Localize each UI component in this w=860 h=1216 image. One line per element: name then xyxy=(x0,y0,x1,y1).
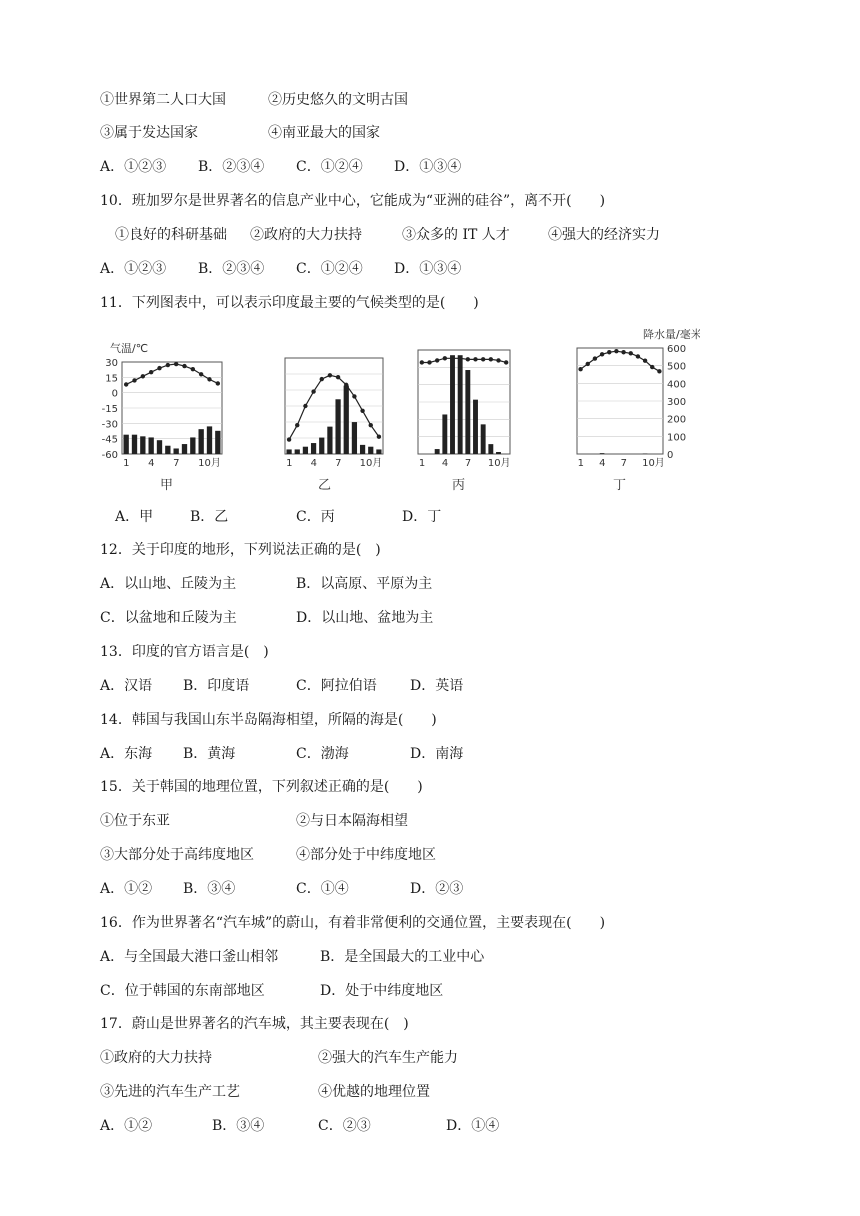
q17-choice-c: C．②③ xyxy=(318,1118,371,1134)
temp-point-bing xyxy=(443,356,447,360)
temp-point-jia xyxy=(166,363,170,367)
x-tick-jia: 4 xyxy=(148,458,155,469)
q15-choice-a: A．①② xyxy=(100,881,153,897)
precip-bar-jia xyxy=(207,426,212,454)
q9-opt2: ②历史悠久的文明古国 xyxy=(268,92,408,108)
y-tick-jia: -60 xyxy=(101,450,118,461)
temp-point-yi xyxy=(320,377,324,381)
precip-bar-jia xyxy=(149,437,154,454)
q16-stem: 16．作为世界著名“汽车城”的蔚山，有着非常便利的交通位置，主要表现在( ) xyxy=(100,915,606,931)
q9-opt3: ③属于发达国家 xyxy=(100,125,198,141)
precip-bar-yi xyxy=(319,438,324,454)
temp-point-bing xyxy=(504,360,508,364)
q10-opt4: ④强大的经济实力 xyxy=(548,227,660,243)
x-tick-bing: 4 xyxy=(441,458,449,469)
q10-choice-a: A．①②③ xyxy=(100,261,167,277)
q17-opt1: ①政府的大力扶持 xyxy=(100,1050,212,1066)
y2-tick-ding: 500 xyxy=(667,361,687,373)
q15-choice-d: D．②③ xyxy=(410,881,464,897)
y2-tick-ding: 300 xyxy=(667,397,687,408)
q16-choice-c: C．位于韩国的东南部地区 xyxy=(100,983,265,999)
chart-label-bing: 丙 xyxy=(452,478,466,493)
temp-point-ding xyxy=(650,365,654,369)
temp-point-ding xyxy=(629,351,633,355)
temp-point-bing xyxy=(496,358,500,362)
y2-tick-ding: 0 xyxy=(667,450,674,461)
temp-point-bing xyxy=(427,360,431,364)
temp-line-bing xyxy=(422,358,506,362)
temp-point-bing xyxy=(450,356,454,360)
precip-bar-yi xyxy=(344,386,349,454)
precip-bar-bing xyxy=(496,452,501,454)
q14-choice-c: C．渤海 xyxy=(296,746,349,762)
precip-bar-jia xyxy=(215,431,220,454)
temp-point-jia xyxy=(141,374,145,378)
temp-point-jia xyxy=(182,364,186,368)
y2-tick-ding: 600 xyxy=(667,344,687,355)
q10-opt1: ①良好的科研基础 xyxy=(115,227,227,243)
y-label-jia: 气温/℃ xyxy=(110,342,149,355)
temp-point-jia xyxy=(124,382,128,386)
q13-choice-b: B．印度语 xyxy=(183,678,250,694)
y-tick-jia: -30 xyxy=(101,419,118,431)
x-tick-yi: 1 xyxy=(286,458,293,469)
q17-choice-b: B．③④ xyxy=(212,1118,265,1134)
temp-line-ding xyxy=(581,351,660,371)
precip-bar-yi xyxy=(360,445,365,454)
q17-opt2: ②强大的汽车生产能力 xyxy=(318,1050,458,1066)
temp-point-bing xyxy=(420,360,424,364)
temp-point-yi xyxy=(303,404,307,408)
climate-charts xyxy=(100,326,700,496)
q15-opt2: ②与日本隔海相望 xyxy=(296,813,408,829)
x-tick-yi: 4 xyxy=(310,458,317,469)
q14-stem: 14．韩国与我国山东半岛隔海相望，所隔的海是( ) xyxy=(100,712,437,728)
q9-choice-d: D．①③④ xyxy=(394,159,462,175)
precip-bar-bing xyxy=(435,449,440,454)
x-tick-ding: 4 xyxy=(599,458,606,469)
precip-bar-jia xyxy=(132,435,137,454)
x-tick-ding: 1 xyxy=(577,458,584,469)
temp-point-bing xyxy=(481,357,485,361)
q12-choice-c: C．以盆地和丘陵为主 xyxy=(100,610,237,626)
precip-bar-jia xyxy=(124,435,129,454)
q17-opt3: ③先进的汽车生产工艺 xyxy=(100,1084,240,1100)
temp-point-yi xyxy=(377,435,381,439)
precip-bar-bing xyxy=(450,355,455,454)
q11-choice-d: D．丁 xyxy=(402,509,442,525)
precip-bar-bing xyxy=(458,355,463,454)
q10-opt2: ②政府的大力扶持 xyxy=(250,227,362,243)
temp-point-jia xyxy=(174,362,178,366)
temp-point-yi xyxy=(360,409,364,413)
q15-choice-c: C．①④ xyxy=(296,881,349,897)
temp-point-yi xyxy=(287,437,291,441)
q9-choice-a: A．①②③ xyxy=(100,159,167,175)
x-tick-jia: 10月 xyxy=(198,458,221,469)
x-tick-bing: 10月 xyxy=(487,458,511,469)
precip-bar-jia xyxy=(165,446,170,454)
temp-point-yi xyxy=(369,423,373,427)
precip-bar-yi xyxy=(376,449,381,454)
temp-point-yi xyxy=(295,423,299,427)
precip-bar-bing xyxy=(442,414,447,454)
q16-choice-b: B．是全国最大的工业中心 xyxy=(320,949,485,965)
q17-choice-d: D．①④ xyxy=(446,1118,500,1134)
q10-choice-b: B．②③④ xyxy=(198,261,265,277)
q15-opt1: ①位于东亚 xyxy=(100,813,170,829)
x-tick-bing: 7 xyxy=(464,458,472,469)
q15-stem: 15．关于韩国的地理位置，下列叙述正确的是( ) xyxy=(100,779,423,795)
temp-point-bing xyxy=(466,357,470,361)
temp-point-bing xyxy=(458,356,462,360)
precip-bar-jia xyxy=(140,436,145,454)
chart-label-jia: 甲 xyxy=(160,478,174,493)
q13-choice-c: C．阿拉伯语 xyxy=(296,678,377,694)
precip-bar-bing xyxy=(465,370,470,454)
q10-opt3: ③众多的 IT 人才 xyxy=(402,227,510,243)
precip-bar-yi xyxy=(327,427,332,454)
precip-bar-jia xyxy=(199,429,204,454)
temp-line-jia xyxy=(126,364,218,384)
precip-bar-jia xyxy=(157,440,162,454)
y2-tick-ding: 200 xyxy=(667,414,687,426)
temp-point-bing xyxy=(473,357,477,361)
temp-point-yi xyxy=(336,375,340,379)
q16-choice-a: A．与全国最大港口釜山相邻 xyxy=(100,949,279,965)
q12-choice-a: A．以山地、丘陵为主 xyxy=(100,576,237,592)
temp-point-yi xyxy=(352,394,356,398)
q13-choice-d: D．英语 xyxy=(410,678,464,694)
temp-point-yi xyxy=(344,383,348,387)
temp-point-ding xyxy=(600,352,604,356)
precip-bar-yi xyxy=(352,422,357,454)
precip-bar-bing xyxy=(473,400,478,454)
precip-bar-yi xyxy=(303,447,308,454)
precip-bar-bing xyxy=(481,424,486,454)
q17-choice-a: A．①② xyxy=(100,1118,153,1134)
q10-stem: 10．班加罗尔是世界著名的信息产业中心，它能成为“亚洲的硅谷”，离不开( ) xyxy=(100,193,606,209)
q16-choice-d: D．处于中纬度地区 xyxy=(320,983,444,999)
temp-point-ding xyxy=(621,350,625,354)
temp-point-jia xyxy=(149,370,153,374)
temp-point-bing xyxy=(489,357,493,361)
climate-charts-svg xyxy=(100,326,700,496)
temp-point-ding xyxy=(607,350,611,354)
q9-choice-b: B．②③④ xyxy=(198,159,265,175)
temp-point-ding xyxy=(578,367,582,371)
temp-point-ding xyxy=(593,356,597,360)
precip-bar-bing xyxy=(488,444,493,454)
temp-point-ding xyxy=(657,369,661,373)
y2-tick-ding: 400 xyxy=(667,379,687,391)
temp-point-ding xyxy=(614,349,618,353)
temp-line-yi xyxy=(289,375,379,439)
y-tick-jia: -15 xyxy=(101,404,118,415)
q14-choice-a: A．东海 xyxy=(100,746,153,762)
q15-opt4: ④部分处于中纬度地区 xyxy=(296,847,436,863)
temp-point-ding xyxy=(636,354,640,358)
precip-bar-yi xyxy=(335,399,340,454)
x-tick-jia: 1 xyxy=(123,458,130,469)
x-tick-yi: 7 xyxy=(335,458,342,469)
q15-choice-b: B．③④ xyxy=(183,881,236,897)
temp-point-jia xyxy=(207,377,211,381)
x-tick-bing: 1 xyxy=(418,458,426,469)
y-tick-jia: -45 xyxy=(101,434,118,446)
x-tick-ding: 7 xyxy=(620,458,627,469)
temp-point-jia xyxy=(199,372,203,376)
q11-choice-b: B．乙 xyxy=(190,509,229,525)
q13-stem: 13．印度的官方语言是( ) xyxy=(100,644,269,660)
chart-label-ding: 丁 xyxy=(613,478,627,493)
q10-choice-c: C．①②④ xyxy=(296,261,363,277)
q14-choice-d: D．南海 xyxy=(410,746,464,762)
y-tick-jia: 15 xyxy=(105,373,118,385)
q9-choice-c: C．①②④ xyxy=(296,159,363,175)
precip-bar-jia xyxy=(182,444,187,454)
q11-stem: 11．下列图表中，可以表示印度最主要的气候类型的是( ) xyxy=(100,295,479,311)
precip-bar-ding xyxy=(600,453,605,454)
temp-point-ding xyxy=(643,359,647,363)
q10-choice-d: D．①③④ xyxy=(394,261,462,277)
temp-point-jia xyxy=(132,378,136,382)
temp-point-yi xyxy=(311,389,315,393)
y2-tick-ding: 100 xyxy=(667,432,687,444)
q12-stem: 12．关于印度的地形，下列说法正确的是( ) xyxy=(100,542,381,558)
precip-bar-ding xyxy=(643,453,648,454)
q14-choice-b: B．黄海 xyxy=(183,746,236,762)
x-tick-ding: 10月 xyxy=(642,458,665,469)
q17-stem: 17．蔚山是世界著名的汽车城，其主要表现在( ) xyxy=(100,1016,409,1032)
precip-bar-jia xyxy=(174,448,179,454)
temp-point-ding xyxy=(586,362,590,366)
precip-bar-jia xyxy=(190,437,195,454)
temp-point-jia xyxy=(157,366,161,370)
q11-choice-a: A．甲 xyxy=(115,509,154,525)
x-tick-yi: 10月 xyxy=(359,458,383,469)
q9-opt4: ④南亚最大的国家 xyxy=(268,125,380,141)
precip-bar-yi xyxy=(311,443,316,454)
temp-point-jia xyxy=(216,381,220,385)
q11-choice-c: C．丙 xyxy=(296,509,335,525)
q15-opt3: ③大部分处于高纬度地区 xyxy=(100,847,254,863)
precip-bar-yi xyxy=(368,447,373,454)
temp-point-bing xyxy=(435,358,439,362)
x-tick-jia: 7 xyxy=(173,458,180,469)
q9-opt1: ①世界第二人口大国 xyxy=(100,92,226,108)
temp-point-yi xyxy=(328,373,332,377)
y2-label-ding: 降水量/毫米 xyxy=(643,328,700,341)
q13-choice-a: A．汉语 xyxy=(100,678,153,694)
y-tick-jia: 0 xyxy=(111,388,118,400)
precip-bar-yi xyxy=(286,449,291,454)
y-tick-jia: 30 xyxy=(105,358,118,369)
q12-choice-d: D．以山地、盆地为主 xyxy=(296,610,434,626)
chart-label-yi: 乙 xyxy=(318,478,332,493)
temp-point-jia xyxy=(191,367,195,371)
q17-opt4: ④优越的地理位置 xyxy=(318,1084,430,1100)
q12-choice-b: B．以高原、平原为主 xyxy=(296,576,433,592)
precip-bar-yi xyxy=(295,449,300,454)
